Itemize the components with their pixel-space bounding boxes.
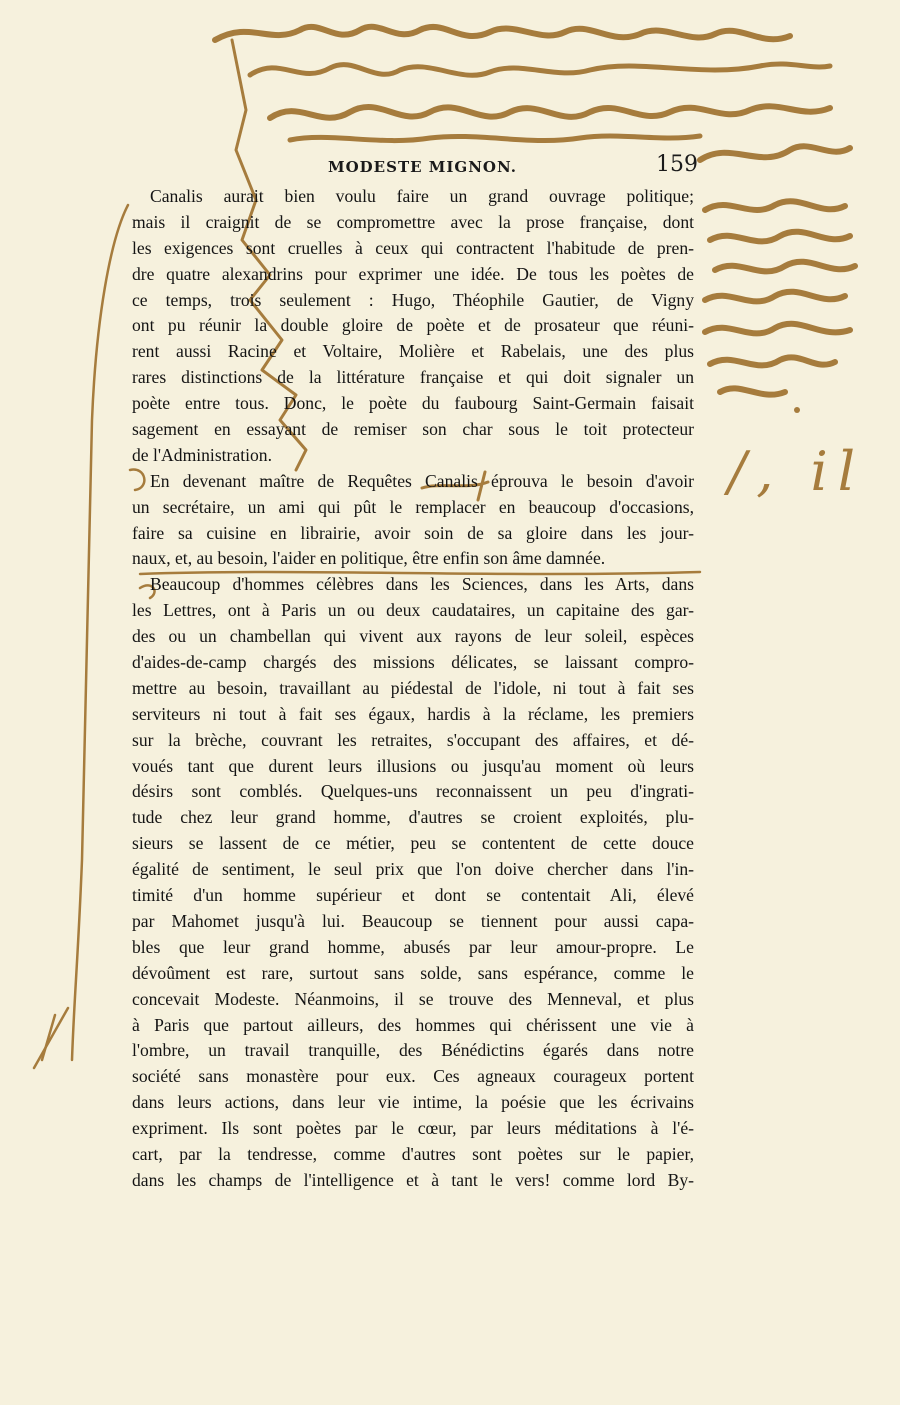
text-line: timité d'un homme supérieur et dont se contentait Ali, élevé: [132, 885, 694, 906]
text-line: rares distinctions de la littérature française et qui doit signaler un: [132, 367, 694, 388]
text-line: désirs sont comblés. Quelques-uns reconnaissent un peu d'ingrati-: [132, 781, 694, 802]
text-line: mais il craignit de se compromettre avec la prose française, dont: [132, 211, 694, 232]
text-line: naux, et, au besoin, l'aider en politique, être enfin son âme damnée.: [132, 548, 606, 569]
text-line: mettre au besoin, travaillant au piédestal de l'idole, ni tout à fait ses: [132, 677, 694, 698]
text-line: dre quatre alexandrins pour exprimer une idée. De tous les poètes de: [132, 263, 694, 284]
text-line: les exigences sont cruelles à ceux qui contractent l'habitude de pren-: [132, 237, 694, 258]
text-line: Beaucoup d'hommes célèbres dans les Sciences, dans les Arts, dans: [150, 574, 694, 595]
text-line: Canalis aurait bien voulu faire un grand ouvrage politique;: [150, 186, 694, 206]
text-line: serviteurs ni tout à fait ses égaux, hardis à la réclame, les premiers: [132, 703, 694, 724]
text-line: des ou un chambellan qui vivent aux rayons de leur soleil, espèces: [132, 626, 694, 647]
text-line: bles que leur grand homme, abusés par leur amour-propre. Le: [132, 936, 694, 957]
text-line: sur la brèche, couvrant les retraites, s'occupant des affaires, et dé-: [132, 729, 694, 750]
text-line: égalité de sentiment, le seul prix que l'on doive chercher dans l'in-: [132, 859, 694, 880]
running-title: MODESTE MIGNON.: [328, 158, 517, 176]
text-line: ont pu réunir la double gloire de poète et de prosateur que réuni-: [132, 315, 694, 336]
text-line: société sans monastère pour eux. Ces agneaux courageux portent: [132, 1066, 694, 1087]
text-line: sieurs se lassent de ce métier, peu se contentent de cette douce: [132, 833, 694, 854]
text-line: de l'Administration.: [132, 444, 272, 465]
text-line: à Paris que partout ailleurs, des hommes qui chérissent une vie à: [132, 1014, 694, 1035]
body-text: [132, 184, 694, 1194]
text-line: sagement en essayant de remiser son char sous le toit protecteur: [132, 419, 694, 440]
text-line: concevait Modeste. Néanmoins, il se trouve des Menneval, et plus: [132, 988, 694, 1009]
text-line: dévoûment est rare, surtout sans solde, sans espérance, comme le: [132, 962, 694, 983]
handwritten-scrawl-top: [215, 27, 790, 40]
text-line: rent aussi Racine et Voltaire, Molière et Rabelais, une des plus: [132, 341, 694, 362]
text-line: dans les champs de l'intelligence et à tant le vers! comme lord By-: [132, 1169, 694, 1190]
text-line: ce temps, trois seulement : Hugo, Théophile Gautier, de Vigny: [132, 289, 694, 310]
text-line: expriment. Ils sont poètes par le cœur, par leurs méditations à l'é-: [132, 1118, 694, 1139]
text-line: par Mahomet jusqu'à lui. Beaucoup se tiennent pour aussi capa-: [132, 910, 694, 931]
text-line: dans leurs actions, dans leur vie intime, la poésie que les écrivains: [132, 1092, 694, 1113]
page-number: 159: [656, 152, 698, 177]
text-line: En devenant maître de Requêtes Canalis éprouva le besoin d'avoir: [150, 470, 694, 491]
margin-bracket: [72, 205, 128, 1060]
handwritten-scrawl-right-margin: [705, 201, 845, 210]
text-line: faire sa cuisine en librairie, avoir soin de sa gloire dans les jour-: [132, 522, 694, 543]
text-line: l'ombre, un travail tranquille, des Bénédictins égarés dans notre: [132, 1040, 694, 1061]
text-line: voués tant que durent leurs illusions ou jusqu'au moment où leurs: [132, 755, 694, 776]
margin-marks: /, il: [728, 440, 866, 503]
text-line: d'aides-de-camp chargés des missions délicates, se laissant compro-: [132, 652, 694, 673]
text-line: poète entre tous. Donc, le poète du faubourg Saint-Germain faisait: [132, 393, 694, 414]
running-header: [128, 152, 698, 180]
text-line: les Lettres, ont à Paris un ou deux caudataires, un capitaine des gar-: [132, 600, 694, 621]
text-line: tude chez leur grand homme, d'autres se croient exploités, plu-: [132, 807, 694, 828]
text-line: un secrétaire, un ami qui pût le remplacer en beaucoup d'occasions,: [132, 496, 694, 517]
text-line: cart, par la tendresse, comme d'autres sont poètes sur le papier,: [132, 1143, 694, 1164]
